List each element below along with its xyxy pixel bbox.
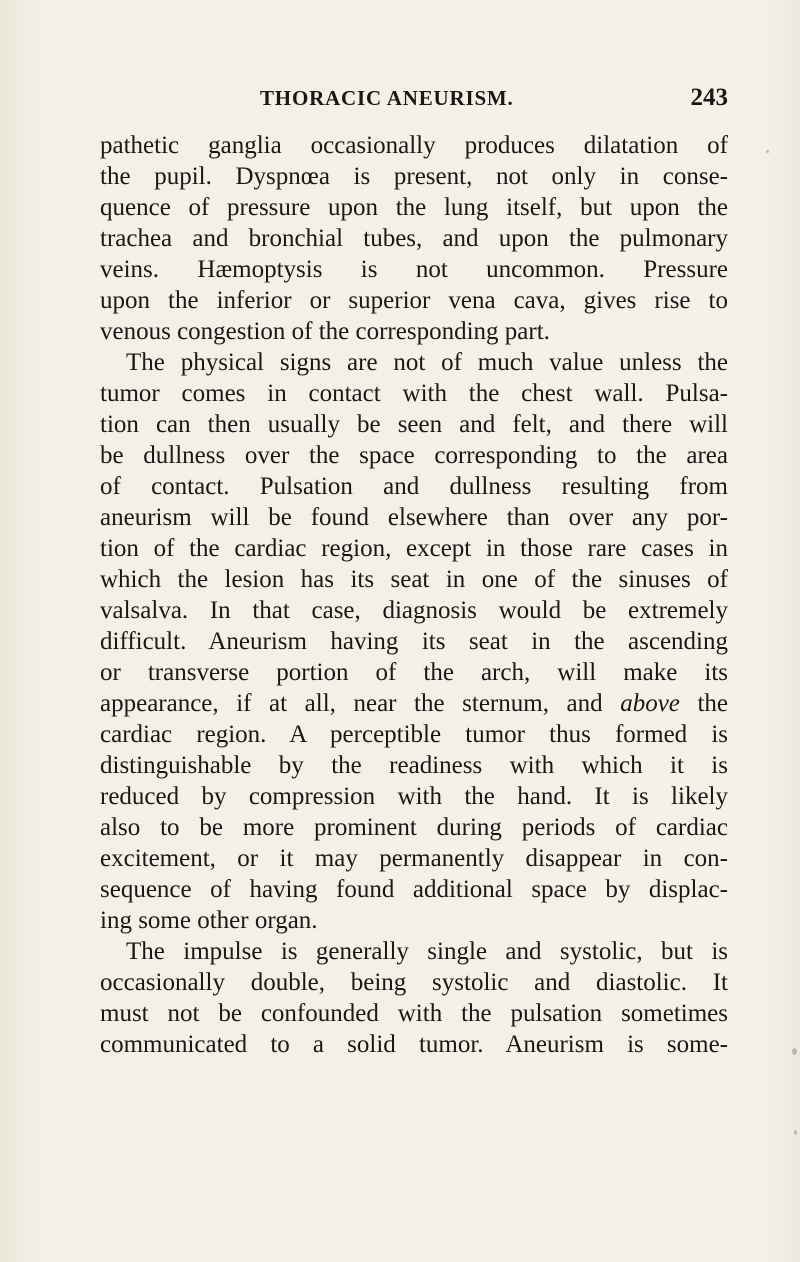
text-line: of contact. Pulsation and dullness resulting from — [100, 473, 728, 500]
text-segment: the — [679, 690, 728, 717]
text-line: which the lesion has its seat in one of the sinuses of — [100, 566, 728, 593]
text-line: communicated to a solid tumor. Aneurism is some- — [100, 1031, 728, 1058]
text-line: difficult. Aneurism having its seat in the ascending — [100, 628, 728, 655]
body-text — [100, 130, 728, 1060]
text-line: tion of the cardiac region, except in those rare cases in — [100, 535, 728, 562]
text-line-with-emphasis — [100, 688, 728, 719]
text-line: reduced by compression with the hand. It is likely — [100, 783, 728, 810]
running-head: THORACIC ANEURISM. — [260, 86, 514, 110]
text-line: upon the inferior or superior vena cava, gives rise to — [100, 287, 728, 314]
text-line: or transverse portion of the arch, will make its — [100, 659, 728, 686]
emphasis-word: above — [620, 690, 680, 717]
text-line: valsalva. In that case, diagnosis would be extremely — [100, 597, 728, 624]
text-line: The impulse is generally single and systolic, but is — [126, 938, 728, 965]
text-line: excitement, or it may permanently disappear in con- — [100, 845, 728, 872]
text-line: trachea and bronchial tubes, and upon the pulmonary — [100, 225, 728, 252]
text-line: the pupil. Dyspnœa is present, not only in conse- — [100, 163, 728, 190]
text-line: pathetic ganglia occasionally produces dilatation of — [100, 132, 728, 159]
paper-speck — [766, 150, 769, 153]
page-header — [100, 86, 728, 116]
text-line: quence of pressure upon the lung itself, but upon the — [100, 194, 728, 221]
text-line: cardiac region. A perceptible tumor thus formed is — [100, 721, 728, 748]
text-line: occasionally double, being systolic and diastolic. It — [100, 969, 728, 996]
text-segment: appearance, if at all, near the sternum, and — [100, 690, 621, 717]
text-line: ing some other organ. — [100, 907, 318, 934]
text-line: distinguishable by the readiness with which it is — [100, 752, 728, 779]
text-line: tion can then usually be seen and felt, and there will — [100, 411, 728, 438]
page-number: 243 — [690, 84, 728, 111]
text-line: be dullness over the space corresponding to the area — [100, 442, 728, 469]
paper-speck — [792, 1048, 797, 1055]
paper-speck — [794, 1130, 797, 1135]
text-line: sequence of having found additional space by displac- — [100, 876, 728, 903]
text-line: also to be more prominent during periods of cardiac — [100, 814, 728, 841]
text-line: must not be confounded with the pulsation sometimes — [100, 1000, 728, 1027]
text-line: venous congestion of the corresponding part. — [100, 318, 550, 345]
text-line: veins. Hæmoptysis is not uncommon. Pressure — [100, 256, 728, 283]
text-line: The physical signs are not of much value unless the — [126, 349, 728, 376]
text-line: tumor comes in contact with the chest wall. Pulsa- — [100, 380, 728, 407]
text-line: aneurism will be found elsewhere than over any por- — [100, 504, 728, 531]
